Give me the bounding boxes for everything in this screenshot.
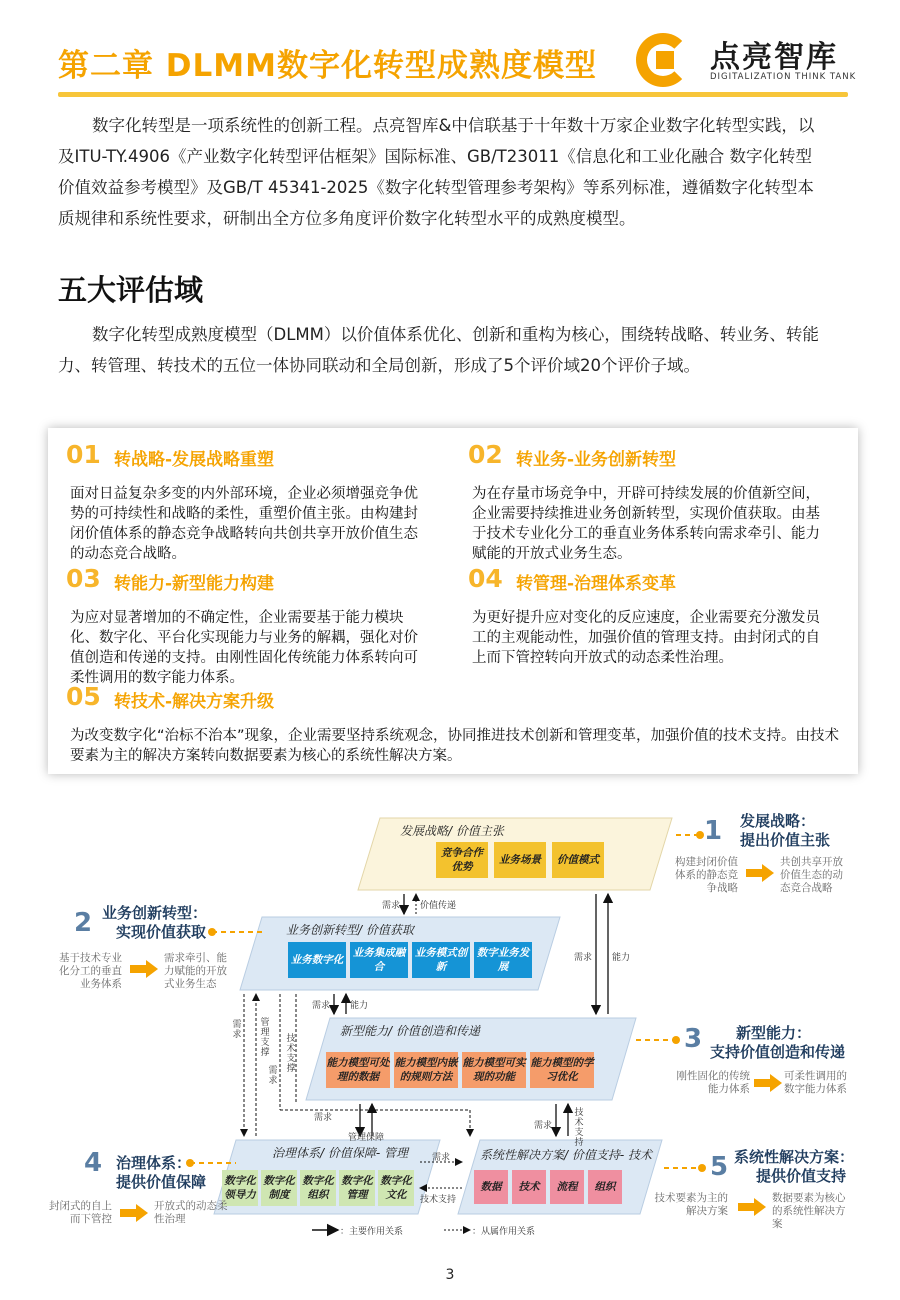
flow-label: 价值传递 [420, 901, 457, 911]
legend-secondary-label: ：从属作用关系 [472, 1227, 536, 1237]
domain-number: 02 [468, 440, 503, 469]
side-to-text: 共创共享开放价值生态的动态竞合战略 [780, 856, 843, 894]
side-label [102, 904, 207, 942]
domain-title: 转战略-发展战略重塑 [114, 450, 275, 470]
title-underline [58, 92, 848, 97]
side-to-text: 开放式的动态柔性治理 [154, 1200, 228, 1225]
strategy-cell: 竞争合作优势 [436, 842, 488, 878]
flow-label: 管理保障 [348, 1133, 385, 1143]
domain-text: 为在存量市场竞争中，开辟可持续发展的价值新空间，企业需要持续推进业务创新转型，实现价值获取。由基于技术专业化分工的垂直业务体系转向需求牵引、能力赋能的开放式业务生态。 [472, 486, 820, 562]
governance-cell: 数字化制度 [261, 1170, 297, 1206]
business-cell: 业务集成融合 [350, 942, 408, 978]
governance-cell: 数字化组织 [300, 1170, 336, 1206]
domain-text: 面对日益复杂多变的内外部环境，企业必须增强竞争优势的可持续性和战略的柔性，重塑价值主张。由构建封闭价值体系的静态竞争战略转向共创共享开放价值生态的动态竞合战略。 [70, 486, 418, 562]
side-from-text: 封闭式的自上而下管控 [49, 1200, 112, 1225]
domain-text: 为应对显著增加的不确定性，企业需要基于能力模块化、数字化、平台化实现能力与业务的解耦，强化对价值创造和传递的支持。由刚性固化传统能力体系转向可柔性调用的数字能力体系。 [70, 610, 418, 686]
flow-label: 需求 [312, 1001, 331, 1011]
side-from-text: 基于技术专业化分工的垂直业务体系 [59, 952, 122, 990]
business-cell: 数字业务发展 [474, 942, 532, 978]
legend-primary-label: ：主要作用关系 [340, 1227, 404, 1237]
side-label-line: 治理体系： [116, 1154, 192, 1172]
page-number: 3 [445, 1267, 455, 1283]
capability-cell: 能力模型的学习优化 [530, 1052, 594, 1088]
flow-label: 需求 [534, 1121, 553, 1131]
side-number: 4 [84, 1148, 103, 1178]
flow-label: 需求 [432, 1153, 451, 1163]
connector-dot [698, 1164, 706, 1172]
transition-arrow-icon [738, 1198, 768, 1216]
flow-label: 管理支撑 [260, 1018, 270, 1058]
side-label [734, 1148, 854, 1186]
flow-label: 需求 [574, 953, 593, 963]
capability-cell: 能力模型可实现的功能 [462, 1052, 526, 1088]
side-label [740, 812, 830, 850]
side-label-line: 业务创新转型： [102, 904, 208, 922]
side-number: 5 [710, 1152, 729, 1182]
transition-arrow-icon [130, 960, 160, 978]
flow-label: 需求 [232, 1020, 242, 1040]
strategy-cell: 价值模式 [552, 842, 604, 878]
domain-number: 03 [66, 564, 101, 593]
flow-label: 能力 [612, 953, 631, 963]
flow-label: 能力 [350, 1001, 369, 1011]
side-label-line: 系统性解决方案： [734, 1148, 855, 1166]
brand-logo [636, 30, 866, 90]
flow-label: 技术支持 [574, 1108, 584, 1148]
side-from-text: 技术要素为主的解决方案 [654, 1192, 728, 1217]
side-from-text: 刚性固化的传统能力体系 [676, 1070, 750, 1095]
domain-title: 转能力-新型能力构建 [114, 574, 275, 594]
governance-plane-title: 治理体系/ 价值保障- 管理 [272, 1146, 409, 1160]
transition-arrow-icon [120, 1204, 150, 1222]
side-label-line: 实现价值获取 [116, 923, 207, 941]
solution-plane-title: 系统性解决方案/ 价值支持- 技术 [480, 1148, 653, 1162]
connector-dot [672, 1036, 680, 1044]
side-label [116, 1154, 206, 1192]
side-from-text: 构建封闭价值体系的静态竞争战略 [675, 856, 738, 894]
side-label-line: 提出价值主张 [740, 831, 831, 849]
side-label [710, 1024, 845, 1062]
logo-subtitle: DIGITALIZATION THINK TANK [710, 72, 857, 82]
dlmm-diagram [0, 790, 900, 1250]
evaluation-domains-box [48, 428, 858, 774]
flow-label: 需求 [268, 1066, 278, 1086]
business-plane-title: 业务创新转型/ 价值获取 [286, 923, 414, 937]
domain-text: 为改变数字化“治标不治本”现象，企业需要坚持系统观念，协同推进技术创新和管理变革，加强价值的技术支持。由技术要素为主的解决方案转向数据要素为核心的系统性解决方案。 [70, 728, 840, 764]
capability-plane-title: 新型能力/ 价值创造和传递 [340, 1024, 480, 1038]
chapter-title: 第二章 DLMM数字化转型成熟度模型 [58, 48, 597, 84]
strategy-plane-title: 发展战略/ 价值主张 [400, 824, 504, 838]
domain-title: 转管理-治理体系变革 [516, 574, 677, 594]
section-heading: 五大评估域 [58, 273, 204, 307]
side-label-line: 发展战略： [740, 812, 816, 830]
side-number: 3 [684, 1024, 703, 1054]
business-cell: 业务模式创新 [412, 942, 470, 978]
transition-arrow-icon [746, 864, 776, 882]
solution-cell: 流程 [550, 1170, 584, 1204]
domain-number: 01 [66, 440, 101, 469]
logo-name: 点亮智库 [710, 40, 838, 75]
business-cell: 业务数字化 [288, 942, 346, 978]
connector-dot [208, 928, 216, 936]
intro-paragraph: 数字化转型是一项系统性的创新工程。点亮智库&中信联基于十年数十万家企业数字化转型实践，以及ITU-TY.4906《产业数字化转型评估框架》国际标准、GB/T23011《信息化和工业化融合 数字化转型 价值效益参考模型》及GB/T 45341-2025《数字化转型管理参考架构》等系列标准，遵循数字化转型本质规律和系统性要求，研制出全方位多角度评价数字化转型水平的成熟度模型。 [58, 116, 815, 228]
governance-cell: 数字化管理 [339, 1170, 375, 1206]
flow-label: 技术支撑 [286, 1034, 296, 1074]
domain-title: 转业务-业务创新转型 [516, 450, 677, 470]
side-to-text: 可柔性调用的数字能力体系 [784, 1070, 847, 1095]
domain-text: 为更好提升应对变化的反应速度，企业需要充分激发员工的主观能动性，加强价值的管理支持。由封闭式的自上而下管控转向开放式的动态柔性治理。 [472, 610, 820, 666]
side-label-line: 提供价值支持 [756, 1167, 847, 1185]
domain-number: 05 [66, 682, 101, 711]
logo-square-icon [656, 51, 674, 69]
flow-label: 技术支持 [420, 1195, 457, 1205]
governance-cell: 数字化领导力 [222, 1170, 258, 1206]
side-to-text: 需求牵引、能力赋能的开放式业务生态 [164, 952, 227, 990]
governance-cell: 数字化文化 [378, 1170, 414, 1206]
side-label-line: 提供价值保障 [116, 1173, 207, 1191]
flow-label: 需求 [314, 1113, 333, 1123]
domain-number: 04 [468, 564, 503, 593]
side-number: 2 [74, 908, 93, 938]
side-to-text: 数据要素为核心的系统性解决方案 [772, 1192, 846, 1230]
connector-dot [696, 831, 704, 839]
strategy-cell: 业务场景 [494, 842, 546, 878]
side-number: 1 [704, 816, 723, 846]
capability-cell: 能力模型可处理的数据 [326, 1052, 390, 1088]
solution-cell: 组织 [588, 1170, 622, 1204]
capability-cell: 能力模型内嵌的规则方法 [394, 1052, 458, 1088]
side-label-line: 支持价值创造和传递 [710, 1043, 846, 1061]
side-label-line: 新型能力： [736, 1024, 812, 1042]
domain-title: 转技术-解决方案升级 [114, 692, 275, 712]
transition-arrow-icon [754, 1074, 784, 1092]
solution-cell: 数据 [474, 1170, 508, 1204]
solution-cell: 技术 [512, 1170, 546, 1204]
flow-label: 需求 [382, 901, 401, 911]
section-paragraph: 数字化转型成熟度模型（DLMM）以价值体系优化、创新和重构为核心，围绕转战略、转业务、转能力、转管理、转技术的五位一体协同联动和全局创新，形成了5个评价域20个评价子域。 [58, 325, 819, 375]
